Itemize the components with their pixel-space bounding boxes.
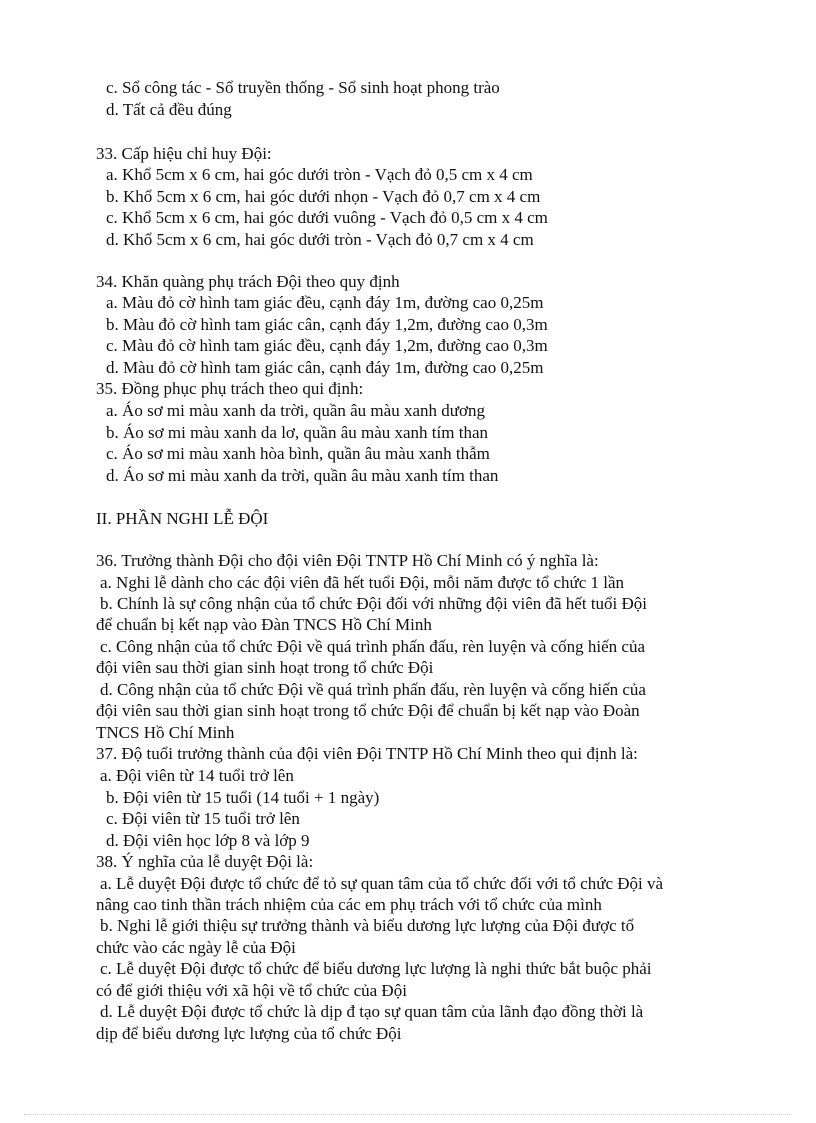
text-line: d. Áo sơ mi màu xanh da trời, quần âu màu xanh tím than: [106, 466, 499, 485]
text-line: nâng cao tinh thần trách nhiệm của các em phụ trách với tổ chức của mình: [96, 895, 602, 914]
text-line: a. Lễ duyệt Đội được tổ chức để tỏ sự quan tâm của tổ chức đối với tổ chức Đội và: [100, 874, 664, 893]
text-line: a. Nghi lễ dành cho các đội viên đã hết tuổi Đội, mỗi năm được tổ chức 1 lần: [100, 573, 625, 592]
text-line: b. Nghi lễ giới thiệu sự trưởng thành và biểu dương lực lượng của Đội được tổ: [100, 916, 635, 935]
text-line: c. Sổ công tác - Sổ truyền thống - Sổ sinh hoạt phong trào: [106, 78, 500, 97]
text-line: b. Đội viên từ 15 tuổi (14 tuổi + 1 ngày): [106, 788, 380, 807]
text-line: dịp để biểu dương lực lượng của tổ chức Đội: [96, 1024, 402, 1043]
text-line: a. Áo sơ mi màu xanh da trời, quần âu màu xanh dương: [106, 401, 485, 420]
question-37: 37. Độ tuổi trưởng thành của đội viên Đội TNTP Hồ Chí Minh theo qui định là:: [96, 744, 638, 763]
text-line: đội viên sau thời gian sinh hoạt trong tổ chức Đội: [96, 658, 434, 677]
question-34: 34. Khăn quàng phụ trách Đội theo quy định: [96, 272, 400, 291]
text-line: a. Khổ 5cm x 6 cm, hai góc dưới tròn - Vạch đỏ 0,5 cm x 4 cm: [106, 165, 533, 184]
text-line: c. Công nhận của tổ chức Đội về quá trình phấn đấu, rèn luyện và cống hiến của: [100, 637, 646, 656]
text-line: d. Lễ duyệt Đội được tổ chức là dịp đ tạo sự quan tâm của lãnh đạo đồng thời là: [100, 1002, 644, 1021]
text-line: có để giới thiệu với xã hội về tổ chức của Đội: [96, 981, 407, 1000]
text-line: c. Khổ 5cm x 6 cm, hai góc dưới vuông - Vạch đỏ 0,5 cm x 4 cm: [106, 208, 548, 227]
text-line: đội viên sau thời gian sinh hoạt trong tổ chức Đội để chuẩn bị kết nạp vào Đoàn: [96, 701, 640, 720]
page-bottom-rule: [24, 1114, 792, 1115]
text-line: d. Màu đỏ cờ hình tam giác cân, cạnh đáy 1m, đường cao 0,25m: [106, 358, 544, 377]
text-line: TNCS Hồ Chí Minh: [96, 723, 235, 742]
text-line: b. Màu đỏ cờ hình tam giác cân, cạnh đáy 1,2m, đường cao 0,3m: [106, 315, 548, 334]
text-line: c. Màu đỏ cờ hình tam giác đều, cạnh đáy 1,2m, đường cao 0,3m: [106, 336, 548, 355]
text-line: d. Công nhận của tổ chức Đội về quá trình phấn đấu, rèn luyện và cống hiến của: [100, 680, 646, 699]
section-heading: II. PHẦN NGHI LỄ ĐỘI: [96, 509, 269, 528]
text-line: b. Áo sơ mi màu xanh da lơ, quần âu màu xanh tím than: [106, 423, 488, 442]
text-line: b. Khổ 5cm x 6 cm, hai góc dưới nhọn - Vạch đỏ 0,7 cm x 4 cm: [106, 187, 541, 206]
text-line: c. Lễ duyệt Đội được tổ chức để biểu dương lực lượng là nghi thức bắt buộc phải: [100, 959, 652, 978]
question-35: 35. Đồng phục phụ trách theo qui định:: [96, 379, 364, 398]
text-line: d. Tất cả đều đúng: [106, 100, 232, 119]
text-line: b. Chính là sự công nhận của tổ chức Đội đối với những đội viên đã hết tuổi Đội: [100, 594, 648, 613]
text-line: c. Áo sơ mi màu xanh hòa bình, quần âu màu xanh thẫm: [106, 444, 490, 463]
text-line: c. Đội viên từ 15 tuổi trở lên: [106, 809, 300, 828]
question-38: 38. Ý nghĩa của lễ duyệt Đội là:: [96, 852, 314, 871]
question-36: 36. Trưởng thành Đội cho đội viên Đội TNTP Hồ Chí Minh có ý nghĩa là:: [96, 551, 599, 570]
question-33: 33. Cấp hiệu chỉ huy Đội:: [96, 144, 272, 163]
text-line: a. Đội viên từ 14 tuổi trở lên: [100, 766, 294, 785]
text-line: chức vào các ngày lễ của Đội: [96, 938, 296, 957]
text-line: d. Khổ 5cm x 6 cm, hai góc dưới tròn - Vạch đỏ 0,7 cm x 4 cm: [106, 230, 534, 249]
text-line: a. Màu đỏ cờ hình tam giác đều, cạnh đáy 1m, đường cao 0,25m: [106, 293, 544, 312]
text-line: d. Đội viên học lớp 8 và lớp 9: [106, 831, 310, 850]
text-line: để chuẩn bị kết nạp vào Đàn TNCS Hồ Chí Minh: [96, 615, 432, 634]
